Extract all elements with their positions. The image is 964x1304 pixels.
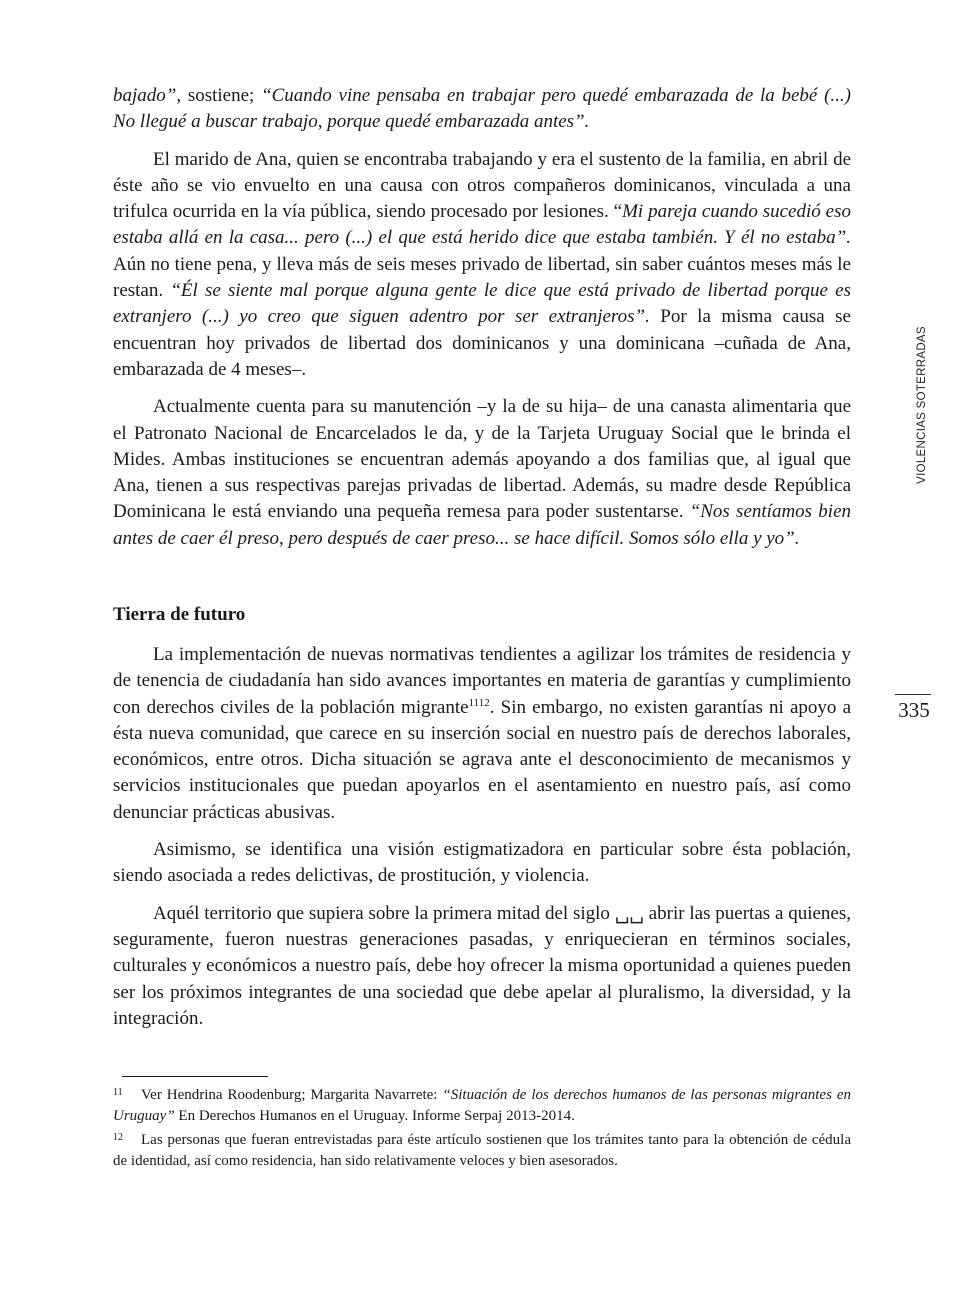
- footnote-title: “Situación de los derechos humanos de las personas migrantes en Uruguay”: [113, 1087, 851, 1124]
- paragraph-1: [113, 83, 851, 136]
- paragraph-3: [113, 394, 851, 552]
- footnote-text: En Derechos Humanos en el Uruguay. Informe Serpaj 2013-2014.: [174, 1108, 575, 1124]
- paragraph-4: [113, 642, 851, 826]
- body-text: Actualmente cuenta para su manutención –y la de su hija– de una canasta alimentaria que el Patronato Nacional de Encarcelados le da, y de la Tarjeta Uruguay Social que le brinda el Mides. Ambas instituciones se encuentran además apoyando a dos familias que, al igual que Ana, tienen a sus respectivas parejas privadas de libertad. Además, su madre desde República Dominicana le está enviando una pequeña remesa para poder sustentarse.: [113, 396, 851, 523]
- body-text: Por la misma causa se encuentran hoy privados de libertad dos dominicanos y una dominicana –cuñada de Ana, embarazada de 4 meses–.: [113, 306, 851, 380]
- quote-text: “Nos sentíamos bien antes de caer él preso, pero después de caer preso... se hace difícil. Somos sólo ella y yo”.: [113, 501, 851, 549]
- paragraph-5: Asimismo, se identifica una visión estigmatizadora en particular sobre ésta población, siendo asociada a redes delictivas, de prostitución, y violencia.: [113, 839, 851, 887]
- body-text: La implementación de nuevas normativas tendientes a agilizar los trámites de residencia y de tenencia de ciudadanía han sido avances importantes en materia de garantías y cumplimiento con derechos civiles de la población migrante: [113, 644, 851, 718]
- running-title: VIOLENCIAS SOTERRADAS: [916, 326, 928, 484]
- quote-text: bajado”,: [113, 85, 182, 106]
- body-text: sostiene;: [181, 85, 262, 106]
- footnote-reference: 1112: [468, 696, 490, 709]
- page-number: 335: [898, 698, 930, 722]
- footnote-text: Ver Hendrina Roodenburg; Margarita Navarrete:: [141, 1087, 443, 1103]
- quote-text: “Él se siente mal porque alguna gente le dice que está privado de libertad porque es extranjero (...) yo creo que siguen adentro por ser extranjeros”.: [113, 280, 851, 328]
- body-text: El marido de Ana, quien se encontraba trabajando y era el sustento de la familia, en abril de éste año se vio envuelto en una causa con otros compañeros dominicanos, vinculada a una trifulca ocurrida en la vía pública, siendo procesado por lesiones. “: [113, 148, 851, 223]
- body-text-lower: [113, 642, 851, 1032]
- paragraph-6: Aquél territorio que supiera sobre la primera mitad del siglo ␣␣ abrir las puertas a quienes, seguramente, fueron nuestras generaciones pasadas, y enriquecieran en términos sociales, culturales y económicos a nuestro país, debe hoy ofrecer la misma oportunidad a quienes pueden ser los próximos integrantes de una sociedad que debe apelar al pluralismo, la diversidad, y la integración.: [113, 902, 851, 1029]
- footnote-number: 12: [113, 1132, 123, 1143]
- body-text: Aún no tiene pena, y lleva más de seis meses privado de libertad, sin saber cuántos meses más le restan.: [113, 253, 851, 302]
- footnotes: [113, 1082, 851, 1172]
- quote-text: Mi pareja cuando sucedió eso estaba allá en la casa... pero (...) el que está herido dice que estaba también. Y él no estaba”.: [113, 201, 851, 249]
- page-number-rule: [895, 694, 931, 695]
- footnote-number: 11: [113, 1087, 123, 1098]
- section-heading: Tierra de futuro: [113, 604, 246, 625]
- body-text-upper: [113, 83, 851, 552]
- footnote-rule: [122, 1076, 268, 1077]
- footnote-11: [113, 1082, 851, 1127]
- body-text: . Sin embargo, no existen garantías ni apoyo a ésta nueva comunidad, que carece en su inserción social en nuestro país de derechos laborales, económicos, entre otros. Dicha situación se agrava ante el desconocimiento de mecanismos y servicios institucionales que puedan apoyarlos en el asentamiento en nuestro país, así como denunciar prácticas abusivas.: [113, 696, 852, 823]
- footnote-text: Las personas que fueran entrevistadas para éste artículo sostienen que los trámites tanto para la obtención de cédula de identidad, así como residencia, han sido relativamente veloces y bien asesorados.: [113, 1132, 851, 1169]
- footnote-12: [113, 1127, 851, 1172]
- quote-text: “Cuando vine pensaba en trabajar pero quedé embarazada de la bebé (...) No llegué a buscar trabajo, porque quedé embarazada antes”.: [113, 85, 851, 133]
- paragraph-2: [113, 147, 851, 384]
